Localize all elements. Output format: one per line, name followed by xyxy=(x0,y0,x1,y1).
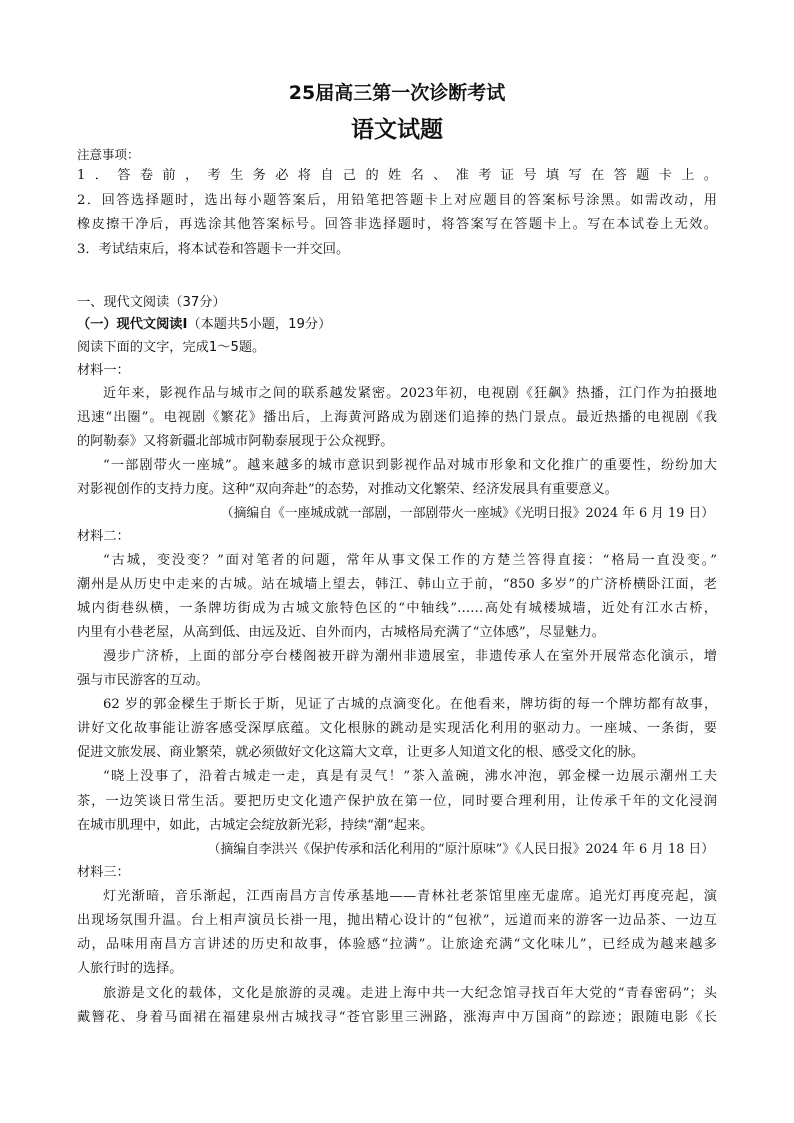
material-line: 内里有小巷老屋，从高到低、由远及近、自外而内，古城格局充满了“立体感”，尽显魅力。 xyxy=(77,625,605,640)
material-line: 讲好文化故事能让游客感受深厚底蕴。文化根脉的跳动是实现活化利用的驱动力。一座城、一条街，要 xyxy=(77,721,717,736)
notice-item: 1．答卷前，考生务必将自己的姓名、准考证号填写在答题卡上。 xyxy=(77,168,717,183)
material-line: “一部剧带火一座城”。越来越多的城市意识到影视作品对城市形象和文化推广的重要性，纷纷加大 xyxy=(103,458,717,473)
material-line: 62 岁的郭金樑生于斯长于斯，见证了古城的点滴变化。在他看来，牌坊街的每一个牌坊都有故事， xyxy=(103,697,717,712)
material-line: 强与市民游客的互动。 xyxy=(77,673,209,688)
material-line: 近年来，影视作品与城市之间的联系越发紧密。2023年初，电视剧《狂飙》热播，江门作为拍摄地 xyxy=(103,386,717,401)
section-title: 一、现代文阅读（37分） xyxy=(77,295,226,310)
notice-item: 3．考试结束后，将本试卷和答题卡一并交回。 xyxy=(77,242,350,257)
section-subtitle xyxy=(77,316,331,334)
material-line: 促进文旅发展、商业繁荣，就必须做好文化这篇大文章，让更多人知道文化的根、感受文化的脉。 xyxy=(77,745,645,760)
subtitle-bold: （一）现代文阅读Ⅰ xyxy=(77,317,188,332)
material-line: 漫步广济桥，上面的部分亭台楼阁被开辟为潮州非遗展室，非遗传承人在室外开展常态化演示，增 xyxy=(103,649,717,664)
material-line: 动，品味用南昌方言讲述的历史和故事，体验感“拉满”。让旅途充满“文化味儿”，已经成为越来越多 xyxy=(77,937,717,952)
material-line: 戴簪花、身着马面裙在福建泉州古城找寻“苍官影里三洲路，涨海声中万国商”的踪迹；跟随电影《长 xyxy=(77,1010,717,1025)
material-label: 材料一： xyxy=(77,363,130,378)
material-line: 在城市肌理中，如此，古城定会绽放新光彩，持续“潮”起来。 xyxy=(77,818,434,833)
exam-name: 25届高三第一次诊断考试 xyxy=(288,82,506,104)
subtitle-rest: （本题共5小题，19分） xyxy=(187,317,332,332)
material-line: 茶，一边笑谈日常生活。要把历史文化遗产保护放在第一位，同时要合理利用，让传承千年的文化浸润 xyxy=(77,794,717,809)
material-source: （摘编自李洪兴《保护传承和活化利用的“原汁原味”》《人民日报》2024 年 6 月 18 日） xyxy=(207,842,714,857)
material-line: 灯光渐暗，音乐渐起，江西南昌方言传承基地——青林社老茶馆里座无虚席。追光灯再度亮起，演 xyxy=(103,889,717,904)
material-source: （摘编自《一座城成就一部剧，一部剧带火一座城》《光明日报》2024 年 6 月 19 日） xyxy=(220,506,714,521)
material-line: 潮州是从历史中走来的古城。站在城墙上望去，韩江、韩山立于前，“850 多岁”的广济桥横卧江面，老 xyxy=(77,577,717,592)
material-line: “古城，变没变？”面对笔者的问题，常年从事文保工作的方楚兰答得直接：“格局一直没变。” xyxy=(103,553,717,568)
material-line: 城内街巷纵横，一条牌坊街成为古城文旅特色区的“中轴线”……高处有城楼城墙，近处有江水古桥， xyxy=(77,601,717,616)
material-line: 迅速“出圈”。电视剧《繁花》播出后，上海黄河路成为剧迷们追捧的热门景点。最近热播的电视剧《我 xyxy=(77,410,717,425)
exam-subject-title: 语文试题 xyxy=(351,116,443,143)
material-line: 对影视创作的支持力度。这种“双向奔赴”的态势，对推动文化繁荣、经济发展具有重要意义。 xyxy=(77,482,618,497)
material-line: 旅游是文化的载体，文化是旅游的灵魂。走进上海中共一大纪念馆寻找百年大党的“青春密码”；头 xyxy=(103,986,717,1001)
notice-title: 注意事项： xyxy=(77,147,140,162)
notice-item: 橡皮擦干净后，再选涂其他答案标号。回答非选择题时，将答案写在答题卡上。写在本试卷上无效。 xyxy=(77,217,717,232)
material-label: 材料二： xyxy=(77,529,130,544)
material-line: 人旅行时的选择。 xyxy=(77,961,183,976)
notice-item: 2．回答选择题时，选出每小题答案后，用铅笔把答题卡上对应题目的答案标号涂黑。如需改动，用 xyxy=(77,193,717,208)
material-line: 的阿勒泰》又将新疆北部城市阿勒泰展现于公众视野。 xyxy=(77,434,394,449)
material-line: 出现场氛围升温。台上相声演员长褂一甩，抛出精心设计的“包袱”，远道而来的游客一边品茶、一边互 xyxy=(77,913,717,928)
reading-instruction: 阅读下面的文字，完成1～5题。 xyxy=(77,340,266,355)
material-label: 材料三： xyxy=(77,865,130,880)
material-line: “晓上没事了，沿着古城走一走，真是有灵气！”茶入盖碗，沸水冲泡，郭金樑一边展示潮州工夫 xyxy=(103,769,717,784)
